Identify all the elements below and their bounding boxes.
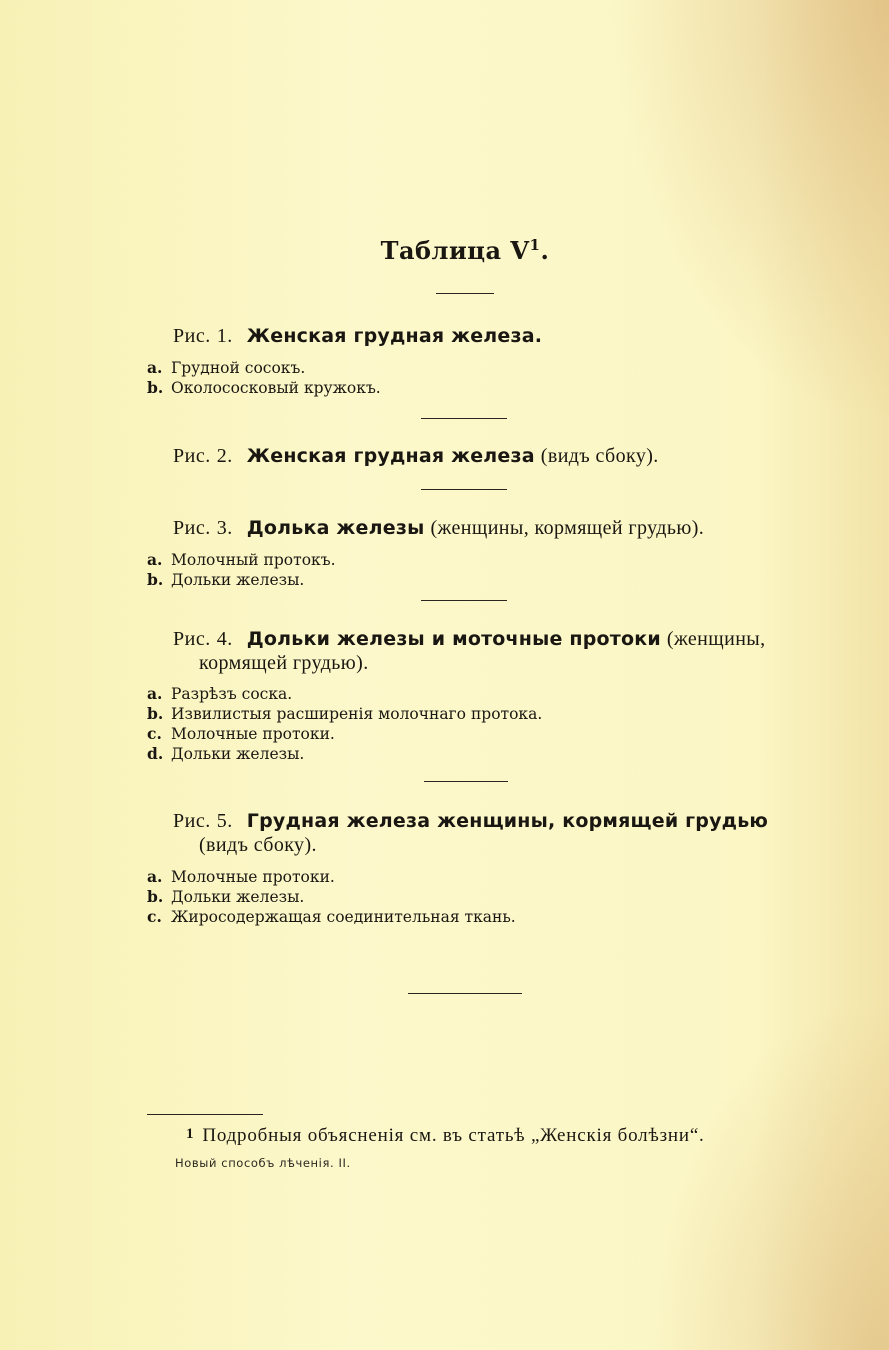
legend-item <box>147 570 336 590</box>
legend-text: Дольки железы. <box>171 745 305 763</box>
legend-key: c. <box>147 907 162 926</box>
legend-item <box>147 358 381 378</box>
legend-text: Извилистыя расширенія молочнаго протока. <box>171 705 543 723</box>
figure-number: 3. <box>216 517 233 539</box>
figure-4-caption-continuation: кормящей грудью). <box>199 652 369 674</box>
figure-number: 2. <box>216 445 233 467</box>
title-text: Таблица V <box>380 236 530 265</box>
figure-title: Долька железы <box>246 517 425 539</box>
legend-item <box>147 887 516 907</box>
figure-title: Грудная железа женщины, кормящей грудью <box>246 810 769 832</box>
figure-4-caption <box>173 627 766 651</box>
legend-key: a. <box>147 550 163 569</box>
legend-key: b. <box>147 704 164 723</box>
divider <box>421 489 507 490</box>
legend-item <box>147 867 516 887</box>
legend-text: Дольки железы. <box>171 571 305 589</box>
legend-key: b. <box>147 887 164 906</box>
figure-1-caption <box>173 324 542 348</box>
figure-number: 4. <box>216 628 233 650</box>
figure-5-caption <box>173 809 768 833</box>
figure-4-legend <box>147 684 542 764</box>
legend-text: Молочные протоки. <box>171 725 335 743</box>
figure-5-caption-continuation: (видъ сбоку). <box>199 834 317 856</box>
legend-text: Околососковый кружокъ. <box>171 379 381 397</box>
legend-text: Молочный протокъ. <box>171 551 336 569</box>
footnote-rule <box>147 1114 263 1115</box>
figure-label: Рис. <box>173 628 211 650</box>
legend-key: d. <box>147 744 164 763</box>
legend-text: Грудной сосокъ. <box>171 359 306 377</box>
figure-label: Рис. <box>173 810 211 832</box>
figure-3-legend <box>147 550 336 590</box>
footnote <box>186 1125 705 1147</box>
legend-key: b. <box>147 378 164 397</box>
figure-3-caption <box>173 516 704 540</box>
imprint: Новый способъ лѣченія. II. <box>175 1156 351 1170</box>
divider <box>408 993 522 994</box>
figure-2-caption <box>173 444 659 468</box>
figure-label: Рис. <box>173 325 211 347</box>
figure-note: (женщины, <box>666 628 766 650</box>
legend-text: Разрѣзъ соска. <box>171 685 293 703</box>
divider <box>421 600 507 601</box>
divider <box>424 781 508 782</box>
footnote-mark: 1 <box>186 1126 195 1142</box>
legend-text: Молочные протоки. <box>171 868 335 886</box>
figure-title: Женская грудная железа <box>246 445 535 467</box>
figure-number: 5. <box>216 810 233 832</box>
figure-title: Женская грудная железа. <box>246 325 543 347</box>
legend-item <box>147 744 542 764</box>
legend-key: a. <box>147 867 163 886</box>
legend-key: a. <box>147 684 163 703</box>
figure-1-legend <box>147 358 381 398</box>
legend-item <box>147 907 516 927</box>
figure-note: (женщины, кормящей грудью). <box>430 517 705 539</box>
figure-5-legend <box>147 867 516 927</box>
figure-label: Рис. <box>173 445 211 467</box>
legend-text: Дольки железы. <box>171 888 305 906</box>
legend-key: a. <box>147 358 163 377</box>
title-end: . <box>540 236 550 265</box>
figure-title: Дольки железы и моточные протоки <box>246 628 661 650</box>
legend-item <box>147 684 542 704</box>
footnote-text: Подробныя объясненія см. въ статьѣ „Женскія болѣзни“. <box>202 1125 705 1146</box>
figure-label: Рис. <box>173 517 211 539</box>
page-title <box>0 236 889 265</box>
legend-key: c. <box>147 724 162 743</box>
legend-key: b. <box>147 570 164 589</box>
divider <box>421 418 507 419</box>
legend-item <box>147 550 336 570</box>
legend-item <box>147 378 381 398</box>
legend-item <box>147 724 542 744</box>
figure-number: 1. <box>216 325 233 347</box>
legend-text: Жиросодержащая соединительная ткань. <box>171 908 516 926</box>
title-footnote-ref: 1 <box>529 236 541 254</box>
figure-note: (видъ сбоку). <box>540 445 659 467</box>
divider <box>436 293 494 294</box>
legend-item <box>147 704 542 724</box>
